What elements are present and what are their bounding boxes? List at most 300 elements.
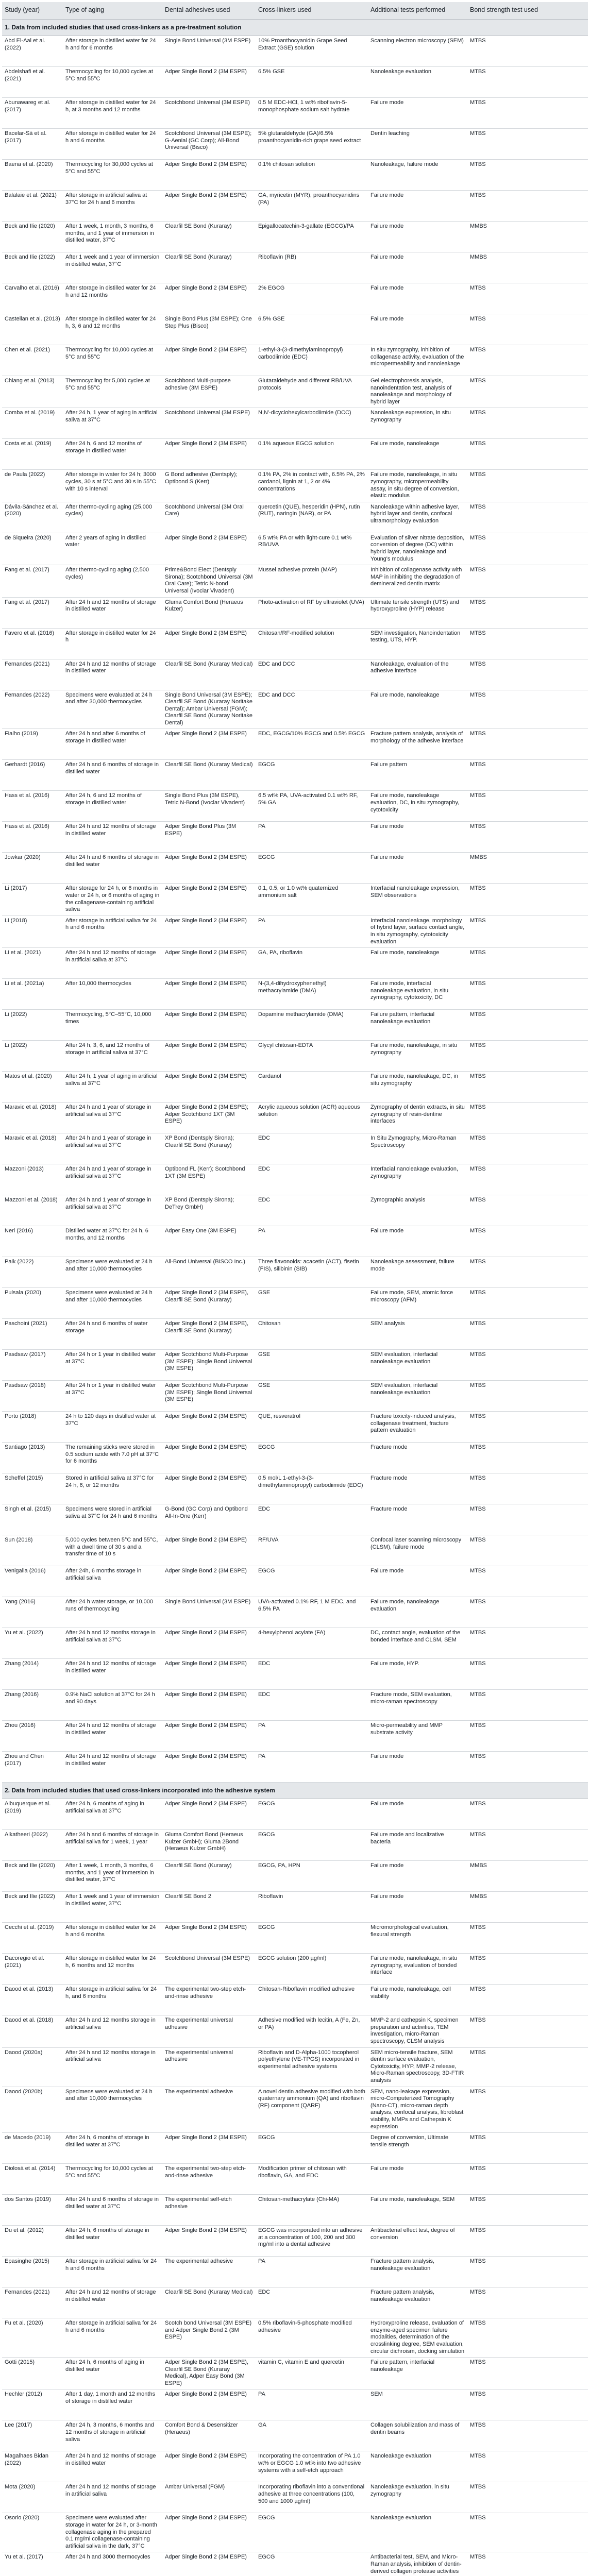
cell-bond-test: MTBS [467, 979, 588, 1010]
cell-bond-test: MTBS [467, 2318, 588, 2358]
cell-bond-test: MTBS [467, 2164, 588, 2195]
cell-adhesives: Adper Single Bond 2 (3M ESPE) [162, 1923, 256, 1954]
cell-study: de Paula (2022) [2, 470, 63, 502]
cell-study: Fialho (2019) [2, 729, 63, 760]
cell-additional-tests: Failure mode [368, 1226, 467, 1257]
cell-adhesives: Adper Scotchbond Multi-Purpose (3M ESPE); Single Bond Universal (3M ESPE) [162, 1381, 256, 1412]
cell-study: Diolosà et al. (2014) [2, 2164, 63, 2195]
cell-aging-type: After 24 h or 1 year in distilled water at 37°C [63, 1381, 162, 1412]
cell-cross-linkers: 0.1, 0.5, or 1.0 wt% quaternized ammonium salt [256, 884, 368, 916]
cell-aging-type: After 24 h and 6 months of storage in distilled water at 37°C [63, 2195, 162, 2226]
cell-cross-linkers: vitamin C, vitamin E and quercetin [256, 2358, 368, 2389]
cell-aging-type: After storage in artificial saliva for 24 h and 6 months [63, 2318, 162, 2358]
cell-additional-tests: Fracture mode [368, 1473, 467, 1504]
table-row [2, 222, 588, 252]
table-row [2, 2552, 588, 2576]
cell-bond-test: MTBS [467, 376, 588, 408]
cell-cross-linkers: EDC [256, 1504, 368, 1535]
cell-study: Santiago (2013) [2, 1443, 63, 1473]
cell-cross-linkers: EDC [256, 1659, 368, 1690]
table-row [2, 916, 588, 947]
cell-aging-type: After storage in artificial saliva for 24 h, and 6 months [63, 1985, 162, 2015]
cell-aging-type: After 24 h and 6 months of storage in artificial saliva for 1 week, 1 year [63, 1830, 162, 1861]
cell-additional-tests: Confocal laser scanning microscopy (CLSM), failure mode [368, 1535, 467, 1566]
table-row [2, 36, 588, 67]
cell-aging-type: After 24 h and 6 months of water storage [63, 1319, 162, 1350]
cell-bond-test: MTBS [467, 1799, 588, 1830]
cell-adhesives: Adper Single Bond 2 (3M ESPE) [162, 2389, 256, 2420]
cell-adhesives: Clearfil SE Bond (Kuraray) [162, 222, 256, 252]
cell-adhesives: Adper Single Bond 2 (3M ESPE) [162, 1628, 256, 1659]
table-row [2, 345, 588, 376]
cell-additional-tests: SEM, nano-leakage expression, micro-Computerized Tomography (Nano-CT), micro-raman depth analysis, confocal analysis, fibroblast viability, MMPs and Cathepsin K expression [368, 2087, 467, 2133]
cell-adhesives: Adper Single Bond 2 (3M ESPE), Clearfil SE Bond (Kuraray) [162, 1288, 256, 1319]
table-row [2, 1010, 588, 1041]
cell-additional-tests: Failure pattern, interfacial nanoleakage [368, 2358, 467, 2389]
cell-bond-test: MTBS [467, 1690, 588, 1721]
cell-adhesives: Adper Single Bond 2 (3M ESPE) [162, 533, 256, 565]
cell-bond-test: MMBS [467, 222, 588, 252]
table-header [2, 2, 588, 20]
cell-aging-type: After storage in artificial saliva for 24 h and 6 months [63, 2257, 162, 2287]
cell-adhesives: Clearfil SE Bond (Kuraray) [162, 1861, 256, 1892]
cell-bond-test: MTBS [467, 283, 588, 314]
cell-study: Fernandes (2021) [2, 659, 63, 690]
cell-aging-type: After storage in distilled water for 24 h and for 6 months [63, 36, 162, 67]
cell-adhesives: Single Bond Plus (3M ESPE), Tetric N-Bond (Ivoclar Vivadent) [162, 791, 256, 822]
cell-bond-test: MTBS [467, 2195, 588, 2226]
cell-cross-linkers: Adhesive modified with lecitin, A (Fe, Zn, or PA) [256, 2015, 368, 2047]
header-aging-type: Type of aging [63, 2, 162, 20]
cell-study: Singh et al. (2015) [2, 1504, 63, 1535]
cell-cross-linkers: Acrylic aqueous solution (ACR) aqueous solution [256, 1103, 368, 1133]
table-row [2, 1566, 588, 1597]
cell-additional-tests: SEM analysis [368, 1319, 467, 1350]
cell-cross-linkers: quercetin (QUE), hesperidin (HPN), rutin (RUT), naringin (NAR), or PA [256, 502, 368, 533]
cell-adhesives: Clearfil SE Bond (Kuraray Medical) [162, 659, 256, 690]
cell-cross-linkers: 0.1% aqueous EGCG solution [256, 439, 368, 470]
cell-study: de Macedo (2019) [2, 2133, 63, 2164]
cell-bond-test: MTBS [467, 533, 588, 565]
cell-cross-linkers: Photo-activation of RF by ultraviolet (UVA) [256, 597, 368, 628]
cell-cross-linkers: GA [256, 2420, 368, 2451]
cell-aging-type: After 24 h, 1 year of aging in artificial saliva at 37°C [63, 408, 162, 439]
cell-additional-tests: Evaluation of silver nitrate deposition, conversion of degree (DC) within hybrid layer, nanoleakage and Young's modulus [368, 533, 467, 565]
cell-bond-test: MTBS [467, 791, 588, 822]
cell-aging-type: After thermo-cycling aging (25,000 cycles) [63, 502, 162, 533]
cell-bond-test: MTBS [467, 597, 588, 628]
cell-additional-tests: Failure mode [368, 252, 467, 283]
cell-adhesives: Adper Single Bond 2 (3M ESPE) [162, 1752, 256, 1783]
table-row [2, 1072, 588, 1103]
cell-adhesives: Adper Single Bond 2 (3M ESPE) [162, 1473, 256, 1504]
cell-additional-tests: Nanoleakage evaluation [368, 67, 467, 98]
cell-bond-test: MTBS [467, 2513, 588, 2552]
cell-aging-type: After 24 h and 12 months of storage in distilled water [63, 2451, 162, 2482]
cell-cross-linkers: 0.5 M EDC-HCl, 1 wt% riboflavin-5-monophosphate sodium salt hydrate [256, 98, 368, 129]
cell-cross-linkers: EGCG [256, 1799, 368, 1830]
cell-cross-linkers: EGCG solution (200 µg/ml) [256, 1954, 368, 1985]
cell-bond-test: MTBS [467, 659, 588, 690]
cell-adhesives: Scotch bond Universal (3M ESPE) and Adper Single Bond 2 (3M ESPE) [162, 2318, 256, 2358]
table-row [2, 1892, 588, 1923]
table-row [2, 191, 588, 222]
cell-study: Abdelshafi et al. (2021) [2, 67, 63, 98]
cell-additional-tests: Failure mode [368, 1752, 467, 1783]
cell-adhesives: Comfort Bond & Desensitizer (Heraeus) [162, 2420, 256, 2451]
header-row [2, 2, 588, 20]
cell-study: Matos et al. (2020) [2, 1072, 63, 1103]
cell-additional-tests: Micro-permeability and MMP substrate activity [368, 1721, 467, 1752]
cell-cross-linkers: EDC [256, 2287, 368, 2318]
cell-cross-linkers: EGCG [256, 1923, 368, 1954]
cell-bond-test: MMBS [467, 252, 588, 283]
cell-cross-linkers: EGCG [256, 1566, 368, 1597]
cell-cross-linkers: 0.5% riboflavin-5-phosphate modified adhesive [256, 2318, 368, 2358]
cell-bond-test: MTBS [467, 1443, 588, 1473]
table-row [2, 1443, 588, 1473]
cell-additional-tests: SEM evaluation, interfacial nanoleakage evaluation [368, 1350, 467, 1381]
cell-study: Magalhaes Bidan (2022) [2, 2451, 63, 2482]
cell-bond-test: MTBS [467, 1133, 588, 1164]
cell-aging-type: Specimens were evaluated at 24 h and after 10,000 thermocycles [63, 1288, 162, 1319]
cell-study: Comba et al. (2019) [2, 408, 63, 439]
cell-aging-type: After 24 h and 3000 thermocycles [63, 2552, 162, 2576]
cell-additional-tests: Antibacterial effect test, degree of conversion [368, 2226, 467, 2257]
cell-additional-tests: Zymography of dentin extracts, in situ zymography of resin-dentine interfaces [368, 1103, 467, 1133]
cell-bond-test: MTBS [467, 565, 588, 597]
cell-cross-linkers: N,N'-dicyclohexylcarbodiimide (DCC) [256, 408, 368, 439]
cell-aging-type: After 24 h or 1 year in distilled water at 37°C [63, 1350, 162, 1381]
table-row [2, 2389, 588, 2420]
cell-study: Du et al. (2012) [2, 2226, 63, 2257]
cell-bond-test: MTBS [467, 439, 588, 470]
review-table-container [2, 2, 588, 2576]
cell-aging-type: After 24 h, 6 months of storage in distilled water at 37°C [63, 2133, 162, 2164]
cell-study: de Siqueira (2020) [2, 533, 63, 565]
cell-aging-type: After 1 day, 1 month and 12 months of storage in distilled water [63, 2389, 162, 2420]
cell-bond-test: MTBS [467, 1226, 588, 1257]
cell-additional-tests: In Situ Zymography, Micro-Raman Spectroscopy [368, 1133, 467, 1164]
cell-adhesives: Adper Single Bond 2 (3M ESPE) [162, 1721, 256, 1752]
cell-bond-test: MTBS [467, 1041, 588, 1072]
cell-cross-linkers: EDC [256, 1195, 368, 1226]
cell-study: Daood (2020a) [2, 2047, 63, 2087]
cell-additional-tests: Failure pattern, interfacial nanoleakage evaluation [368, 1010, 467, 1041]
cell-bond-test: MTBS [467, 1752, 588, 1783]
cell-adhesives: Adper Single Bond 2 (3M ESPE) [162, 2513, 256, 2552]
table-row [2, 853, 588, 884]
cell-aging-type: 5,000 cycles between 5°C and 55°C, with a dwell time of 30 s and a transfer time of 10 s [63, 1535, 162, 1566]
cell-aging-type: The remaining sticks were stored in 0.5 sodium azide with 7.0 pH at 37°C for 6 months [63, 1443, 162, 1473]
cell-additional-tests: Failure mode, HYP. [368, 1659, 467, 1690]
cell-additional-tests: SEM micro-tensile fracture, SEM dentin surface evaluation, Cytotoxicity, HYP, MMP-2 release, Micro-Raman spectroscopy, 3D-FTIR analysis [368, 2047, 467, 2087]
cell-additional-tests: Fracture toxicity-induced analysis, collagenase treatment, fracture pattern evaluation [368, 1412, 467, 1443]
cell-aging-type: After storage in distilled water for 24 h and 6 months [63, 129, 162, 160]
cell-aging-type: After storage in artificial saliva for 24 h and 6 months [63, 916, 162, 947]
cell-cross-linkers: Glutaraldehyde and different RB/UVA protocols [256, 376, 368, 408]
cell-adhesives: Adper Single Bond 2 (3M ESPE) [162, 2451, 256, 2482]
cell-cross-linkers: 6.5 wt% PA, UVA-activated 0.1 wt% RF, 5% GA [256, 791, 368, 822]
table-row [2, 1954, 588, 1985]
cell-study: Chiang et al. (2013) [2, 376, 63, 408]
cell-additional-tests: Degree of conversion, Ultimate tensile strength [368, 2133, 467, 2164]
cell-additional-tests: Fracture pattern analysis, analysis of morphology of the adhesive interface [368, 729, 467, 760]
cell-aging-type: After thermo-cycling aging (2,500 cycles) [63, 565, 162, 597]
cell-adhesives: Clearfil SE Bond (Kuraray Medical) [162, 2287, 256, 2318]
table-row [2, 690, 588, 729]
header-cross-linkers: Cross-linkers used [256, 2, 368, 20]
cell-bond-test: MTBS [467, 36, 588, 67]
cell-cross-linkers: 6.5 wt% PA or with light-cure 0.1 wt% RB/UVA [256, 533, 368, 565]
cell-cross-linkers: GSE [256, 1350, 368, 1381]
table-row [2, 1659, 588, 1690]
table-row [2, 729, 588, 760]
cell-bond-test: MTBS [467, 129, 588, 160]
cell-cross-linkers: 4-hexylphenol acylate (FA) [256, 1628, 368, 1659]
cell-cross-linkers: GA, myricetin (MYR), proanthocyanidins (PA) [256, 191, 368, 222]
cell-adhesives: Scotchbond Universal (3M ESPE); G-Aenial (GC Corp); All-Bond Universal (Bisco) [162, 129, 256, 160]
cell-adhesives: Adper Single Bond 2 (3M ESPE) [162, 2133, 256, 2164]
cell-additional-tests: Gel electrophoresis analysis, nanoindentation test, analysis of nanoleakage and morphology of hybrid layer [368, 376, 467, 408]
table-row [2, 1504, 588, 1535]
cell-aging-type: After 24 h and 1 year of storage in artificial saliva at 37°C [63, 1195, 162, 1226]
cell-aging-type: After 24 h, 6 months of storage in distilled water [63, 2226, 162, 2257]
cell-bond-test: MTBS [467, 2287, 588, 2318]
cell-aging-type: After storage in distilled water for 24 h and 12 months [63, 283, 162, 314]
cell-bond-test: MTBS [467, 1257, 588, 1288]
cell-aging-type: After 1 week and 1 year of immersion in distilled water, 37°C [63, 1892, 162, 1923]
cell-study: Fernandes (2022) [2, 690, 63, 729]
table-row [2, 1535, 588, 1566]
table-row [2, 2164, 588, 2195]
cell-cross-linkers: Chitosan-Riboflavin modified adhesive [256, 1985, 368, 2015]
cell-adhesives: Adper Single Bond 2 (3M ESPE) [162, 1010, 256, 1041]
cell-cross-linkers: Chitosan-methacrylate (Chi-MA) [256, 2195, 368, 2226]
cell-adhesives: Adper Single Bond 2 (3M ESPE) [162, 283, 256, 314]
table-row [2, 160, 588, 191]
cell-adhesives: Clearfil SE Bond 2 [162, 1892, 256, 1923]
cell-adhesives: Clearfil SE Bond (Kuraray) [162, 252, 256, 283]
header-bond-test: Bond strength test used [467, 2, 588, 20]
cell-additional-tests: Failure mode, interfacial nanoleakage evaluation, in situ zymography, cytotoxicity, DC [368, 979, 467, 1010]
section-header-row [2, 1783, 588, 1799]
cell-adhesives: Adper Single Bond 2 (3M ESPE) [162, 916, 256, 947]
cell-additional-tests: Antibacterial test, SEM, and Micro-Raman analysis, inhibition of dentin-derived collagen protease activities [368, 2552, 467, 2576]
cell-study: Pulsala (2020) [2, 1288, 63, 1319]
cell-adhesives: The experimental adhesive [162, 2087, 256, 2133]
cell-aging-type: After 24 h and 12 months of storage in distilled water [63, 822, 162, 853]
table-row [2, 1799, 588, 1830]
cell-study: Baena et al. (2020) [2, 160, 63, 191]
table-row [2, 2451, 588, 2482]
cell-study: Yang (2016) [2, 1597, 63, 1628]
cell-adhesives: The experimental adhesive [162, 2257, 256, 2287]
cell-study: Epasinghe (2015) [2, 2257, 63, 2287]
cell-additional-tests: Nanoleakage evaluation, in situ zymography [368, 2482, 467, 2513]
cell-cross-linkers: Incorporating riboflavin into a conventional adhesive at three concentrations (100, 500 and 1000 µg/ml) [256, 2482, 368, 2513]
cell-cross-linkers: 5% glutaraldehyde (GA)/6.5% proanthocyanidin-rich grape seed extract [256, 129, 368, 160]
cell-cross-linkers: EDC [256, 1164, 368, 1195]
cell-cross-linkers: QUE, resveratrol [256, 1412, 368, 1443]
cell-study: Mota (2020) [2, 2482, 63, 2513]
cell-study: Hass et al. (2016) [2, 822, 63, 853]
cell-adhesives: Adper Single Bond 2 (3M ESPE) [162, 1072, 256, 1103]
cell-adhesives: Adper Single Bond 2 (3M ESPE) [162, 1659, 256, 1690]
cell-study: Mazzoni et al. (2018) [2, 1195, 63, 1226]
cell-aging-type: After 24 h and 12 months storage in artificial saliva at 37°C [63, 1628, 162, 1659]
cell-adhesives: Prime&Bond Elect (Dentsply Sirona); Scotchbond Universal (3M Oral Care); Tetric N-bond Universal (Ivoclar Vivadent) [162, 565, 256, 597]
cell-additional-tests: Failure mode, SEM, atomic force microscopy (AFM) [368, 1288, 467, 1319]
cell-cross-linkers: EGCG [256, 2513, 368, 2552]
cell-additional-tests: Nanoleakage evaluation [368, 2513, 467, 2552]
cell-bond-test: MTBS [467, 690, 588, 729]
cell-study: Daood (2020b) [2, 2087, 63, 2133]
cell-cross-linkers: Dopamine methacrylamide (DMA) [256, 1010, 368, 1041]
table-row [2, 2015, 588, 2047]
cell-additional-tests: Failure mode, nanoleakage, in situ zymography [368, 1041, 467, 1072]
cell-additional-tests: SEM investigation, Nanoindentation testing, UTS, HYP. [368, 628, 467, 659]
cell-aging-type: Thermocycling, 5°C–55°C, 10,000 times [63, 1010, 162, 1041]
cell-bond-test: MTBS [467, 2552, 588, 2576]
cell-additional-tests: Failure mode [368, 191, 467, 222]
cell-aging-type: Specimens were evaluated after storage in water for 24 h, or 3-month collagenase aging in the prepared 0.1 mg/ml collagenase-containing artificial saliva in the dark, 37°C [63, 2513, 162, 2552]
cell-cross-linkers: 6.5% GSE [256, 314, 368, 345]
cell-bond-test: MTBS [467, 408, 588, 439]
table-row [2, 597, 588, 628]
cell-study: Jowkar (2020) [2, 853, 63, 884]
table-row [2, 2226, 588, 2257]
cell-aging-type: After 24 h and 1 year of storage in artificial saliva at 37°C [63, 1103, 162, 1133]
table-row [2, 2513, 588, 2552]
cell-adhesives: Optibond FL (Kerr); Scotchbond 1XT (3M ESPE) [162, 1164, 256, 1195]
cell-adhesives: G Bond adhesive (Dentsply); Optibond S (Kerr) [162, 470, 256, 502]
cell-cross-linkers: EGCG [256, 760, 368, 791]
cell-aging-type: Distilled water at 37°C for 24 h, 6 months, and 12 months [63, 1226, 162, 1257]
table-row [2, 1226, 588, 1257]
cell-adhesives: Adper Single Bond 2 (3M ESPE) [162, 439, 256, 470]
cell-bond-test: MTBS [467, 2226, 588, 2257]
cell-adhesives: The experimental universal adhesive [162, 2047, 256, 2087]
cell-aging-type: After 24 h and 12 months of storage in artificial saliva at 37°C [63, 948, 162, 979]
cell-adhesives: Adper Single Bond 2 (3M ESPE), Clearfil SE Bond (Kuraray Medical), Adper Easy Bond (3M ESPE) [162, 2358, 256, 2389]
cell-additional-tests: Failure mode [368, 1861, 467, 1892]
cell-additional-tests: Fracture mode [368, 1443, 467, 1473]
cell-cross-linkers: Cardanol [256, 1072, 368, 1103]
cell-aging-type: After 24 h, 6 and 12 months of storage in distilled water [63, 439, 162, 470]
cell-cross-linkers: EGCG [256, 1830, 368, 1861]
cell-additional-tests: MMP-2 and cathepsin K, specimen preparation and activities, TEM investigation, micro-Raman spectroscopy, CLSM analysis [368, 2015, 467, 2047]
cell-study: dos Santos (2019) [2, 2195, 63, 2226]
cell-bond-test: MMBS [467, 1892, 588, 1923]
cell-adhesives: Adper Single Bond 2 (3M ESPE) [162, 67, 256, 98]
cell-study: Bacelar-Sá et al. (2017) [2, 129, 63, 160]
cell-bond-test: MTBS [467, 160, 588, 191]
cell-adhesives: Adper Single Bond 2 (3M ESPE); Adper Scotchbond 1XT (3M ESPE) [162, 1103, 256, 1133]
cell-study: Costa et al. (2019) [2, 439, 63, 470]
cell-study: Carvalho et al. (2016) [2, 283, 63, 314]
cell-additional-tests: Failure mode, nanoleakage evaluation [368, 1597, 467, 1628]
cell-bond-test: MTBS [467, 1103, 588, 1133]
cell-additional-tests: Fracture pattern analysis, nanoleakage evaluation [368, 2257, 467, 2287]
cell-cross-linkers: A novel dentin adhesive modified with both quaternary ammonium (QA) and riboflavin (RF) component (QARF) [256, 2087, 368, 2133]
cell-aging-type: After 10,000 thermocycles [63, 979, 162, 1010]
cell-additional-tests: Micromorphological evaluation, flexural strength [368, 1923, 467, 1954]
cell-bond-test: MTBS [467, 2420, 588, 2451]
cell-aging-type: After 1 week and 1 year of immersion in distilled water, 37°C [63, 252, 162, 283]
cell-bond-test: MTBS [467, 470, 588, 502]
cell-bond-test: MTBS [467, 729, 588, 760]
cell-bond-test: MMBS [467, 853, 588, 884]
cell-cross-linkers: EGCG was incorporated into an adhesive at a concentration of 100, 200 and 300 mg/ml into a dental adhesive [256, 2226, 368, 2257]
cell-cross-linkers: GA, PA, riboflavin [256, 948, 368, 979]
cell-additional-tests: Nanoleakage expression, in situ zymography [368, 408, 467, 439]
cell-adhesives: Gluma Comfort Bond (Heraeus Kulzer) [162, 597, 256, 628]
cell-additional-tests: Failure mode [368, 98, 467, 129]
cell-study: Fang et al. (2017) [2, 565, 63, 597]
cell-aging-type: 0.9% NaCl solution at 37°C for 24 h and 90 days [63, 1690, 162, 1721]
table-row [2, 1288, 588, 1319]
cell-cross-linkers: Chitosan [256, 1319, 368, 1350]
cell-additional-tests: Failure mode, nanoleakage evaluation, DC, in situ zymography, cytotoxicity [368, 791, 467, 822]
cell-additional-tests: Nanoleakage evaluation [368, 2451, 467, 2482]
cell-cross-linkers: 0.1% chitosan solution [256, 160, 368, 191]
table-row [2, 884, 588, 916]
cell-aging-type: Thermocycling for 5,000 cycles at 5°C and 55°C [63, 376, 162, 408]
cell-study: Chen et al. (2021) [2, 345, 63, 376]
header-study: Study (year) [2, 2, 63, 20]
cell-adhesives: Adper Single Bond 2 (3M ESPE) [162, 1443, 256, 1473]
cell-study: Gerhardt (2016) [2, 760, 63, 791]
cell-additional-tests: Fracture mode [368, 1504, 467, 1535]
cell-study: Maravic et al. (2018) [2, 1133, 63, 1164]
table-row [2, 2358, 588, 2389]
cell-bond-test: MTBS [467, 2047, 588, 2087]
cell-aging-type: After 24 h and 12 months of storage in distilled water [63, 1659, 162, 1690]
cell-study: Venigalla (2016) [2, 1566, 63, 1597]
cell-bond-test: MTBS [467, 67, 588, 98]
table-row [2, 439, 588, 470]
cell-cross-linkers: EGCG, PA, HPN [256, 1861, 368, 1892]
table-row [2, 2047, 588, 2087]
cell-adhesives: Clearfil SE Bond (Kuraray Medical) [162, 760, 256, 791]
cell-aging-type: After storage in distilled water for 24 h and 6 months [63, 1923, 162, 1954]
cell-bond-test: MTBS [467, 1072, 588, 1103]
cell-adhesives: Adper Single Bond 2 (3M ESPE) [162, 979, 256, 1010]
table-row [2, 565, 588, 597]
cell-study: Lee (2017) [2, 2420, 63, 2451]
cell-bond-test: MTBS [467, 1721, 588, 1752]
cell-bond-test: MTBS [467, 1195, 588, 1226]
cell-adhesives: Single Bond Plus (3M ESPE); One Step Plus (Bisco) [162, 314, 256, 345]
cell-aging-type: After 24 h and after 6 months of storage in distilled water [63, 729, 162, 760]
cell-adhesives: Adper Easy One (3M ESPE) [162, 1226, 256, 1257]
cell-bond-test: MTBS [467, 191, 588, 222]
cell-cross-linkers: 6.5% GSE [256, 67, 368, 98]
cell-cross-linkers: EGCG [256, 2133, 368, 2164]
cell-bond-test: MTBS [467, 1985, 588, 2015]
cell-cross-linkers: Riboflavin (RB) [256, 252, 368, 283]
cell-study: Daood et al. (2013) [2, 1985, 63, 2015]
cell-study: Zhang (2016) [2, 1690, 63, 1721]
cell-bond-test: MTBS [467, 1830, 588, 1861]
cell-study: Li (2017) [2, 884, 63, 916]
table-row [2, 1923, 588, 1954]
cell-study: Neri (2016) [2, 1226, 63, 1257]
cell-adhesives: Ambar Universal (FGM) [162, 2482, 256, 2513]
table-row [2, 129, 588, 160]
table-row [2, 408, 588, 439]
